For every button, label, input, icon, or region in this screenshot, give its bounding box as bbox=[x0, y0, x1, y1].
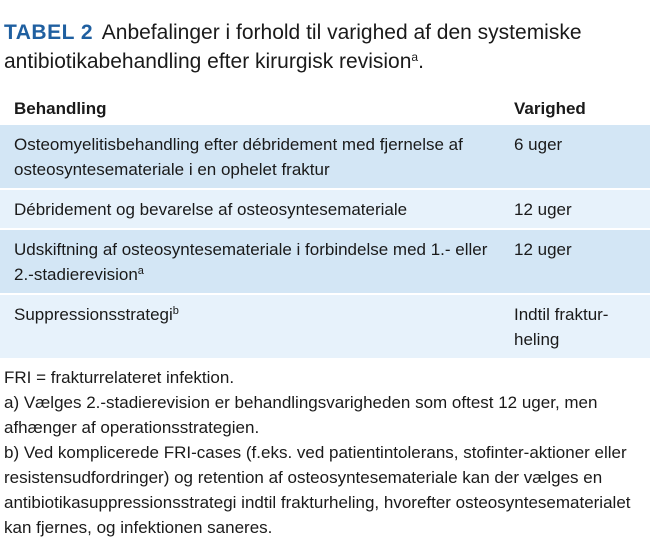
duration-cell: 12 uger bbox=[514, 240, 572, 259]
duration-cell: Indtil fraktur-heling bbox=[514, 305, 609, 349]
table-footnotes bbox=[4, 365, 646, 540]
table-row bbox=[0, 190, 650, 230]
table-title: Anbefalinger i forhold til varighed af den systemiske antibiotikabehandling efter kirurgisk revision bbox=[4, 21, 582, 73]
treatment-text: Udskiftning af osteosyntesemateriale i forbindelse med 1.- eller 2.-stadierevision bbox=[14, 240, 488, 284]
duration-cell: 6 uger bbox=[514, 135, 563, 154]
header-duration: Varighed bbox=[514, 98, 586, 118]
treatment-cell bbox=[0, 190, 508, 228]
footnote-marker: b bbox=[172, 305, 179, 317]
treatment-text: Débridement og bevarelse af osteosyntesemateriale bbox=[14, 200, 408, 219]
footnote-b: b) Ved komplicerede FRI-cases (f.eks. ved patientintolerans, stofinter-aktioner eller resistensudfordringer) og retention af osteosyntesemateriale kan der vælges en antibiotikasuppressionsstrategi indtil frakturheling, hvorefter osteosyntesematerialet kan fjernes, og infektionen saneres. bbox=[4, 443, 631, 537]
table-header-row bbox=[0, 93, 650, 125]
title-period: . bbox=[418, 50, 424, 73]
abbreviation-note: FRI = frakturrelateret infektion. bbox=[4, 368, 235, 387]
treatment-text: Osteomyelitisbehandling efter débridement med fjernelse af osteosyntesemateriale i en ophelet fraktur bbox=[14, 135, 463, 179]
table-row bbox=[0, 295, 650, 360]
title-footnote-marker: a bbox=[411, 50, 419, 64]
treatment-text: Suppressionsstrategi bbox=[14, 305, 173, 324]
recommendations-table bbox=[0, 93, 650, 360]
treatment-cell bbox=[0, 125, 508, 188]
table-row bbox=[0, 125, 650, 190]
table-row bbox=[0, 230, 650, 295]
table-caption bbox=[4, 18, 640, 76]
footnote-marker: a bbox=[137, 265, 144, 277]
footnote-a: a) Vælges 2.-stadierevision er behandlingsvarigheden som oftest 12 uger, men afhænger af operationsstrategien. bbox=[4, 393, 598, 437]
header-treatment: Behandling bbox=[14, 98, 107, 118]
treatment-cell bbox=[0, 230, 508, 293]
table-label: TABEL 2 bbox=[4, 21, 94, 44]
treatment-cell bbox=[0, 295, 508, 333]
duration-cell: 12 uger bbox=[514, 200, 572, 219]
